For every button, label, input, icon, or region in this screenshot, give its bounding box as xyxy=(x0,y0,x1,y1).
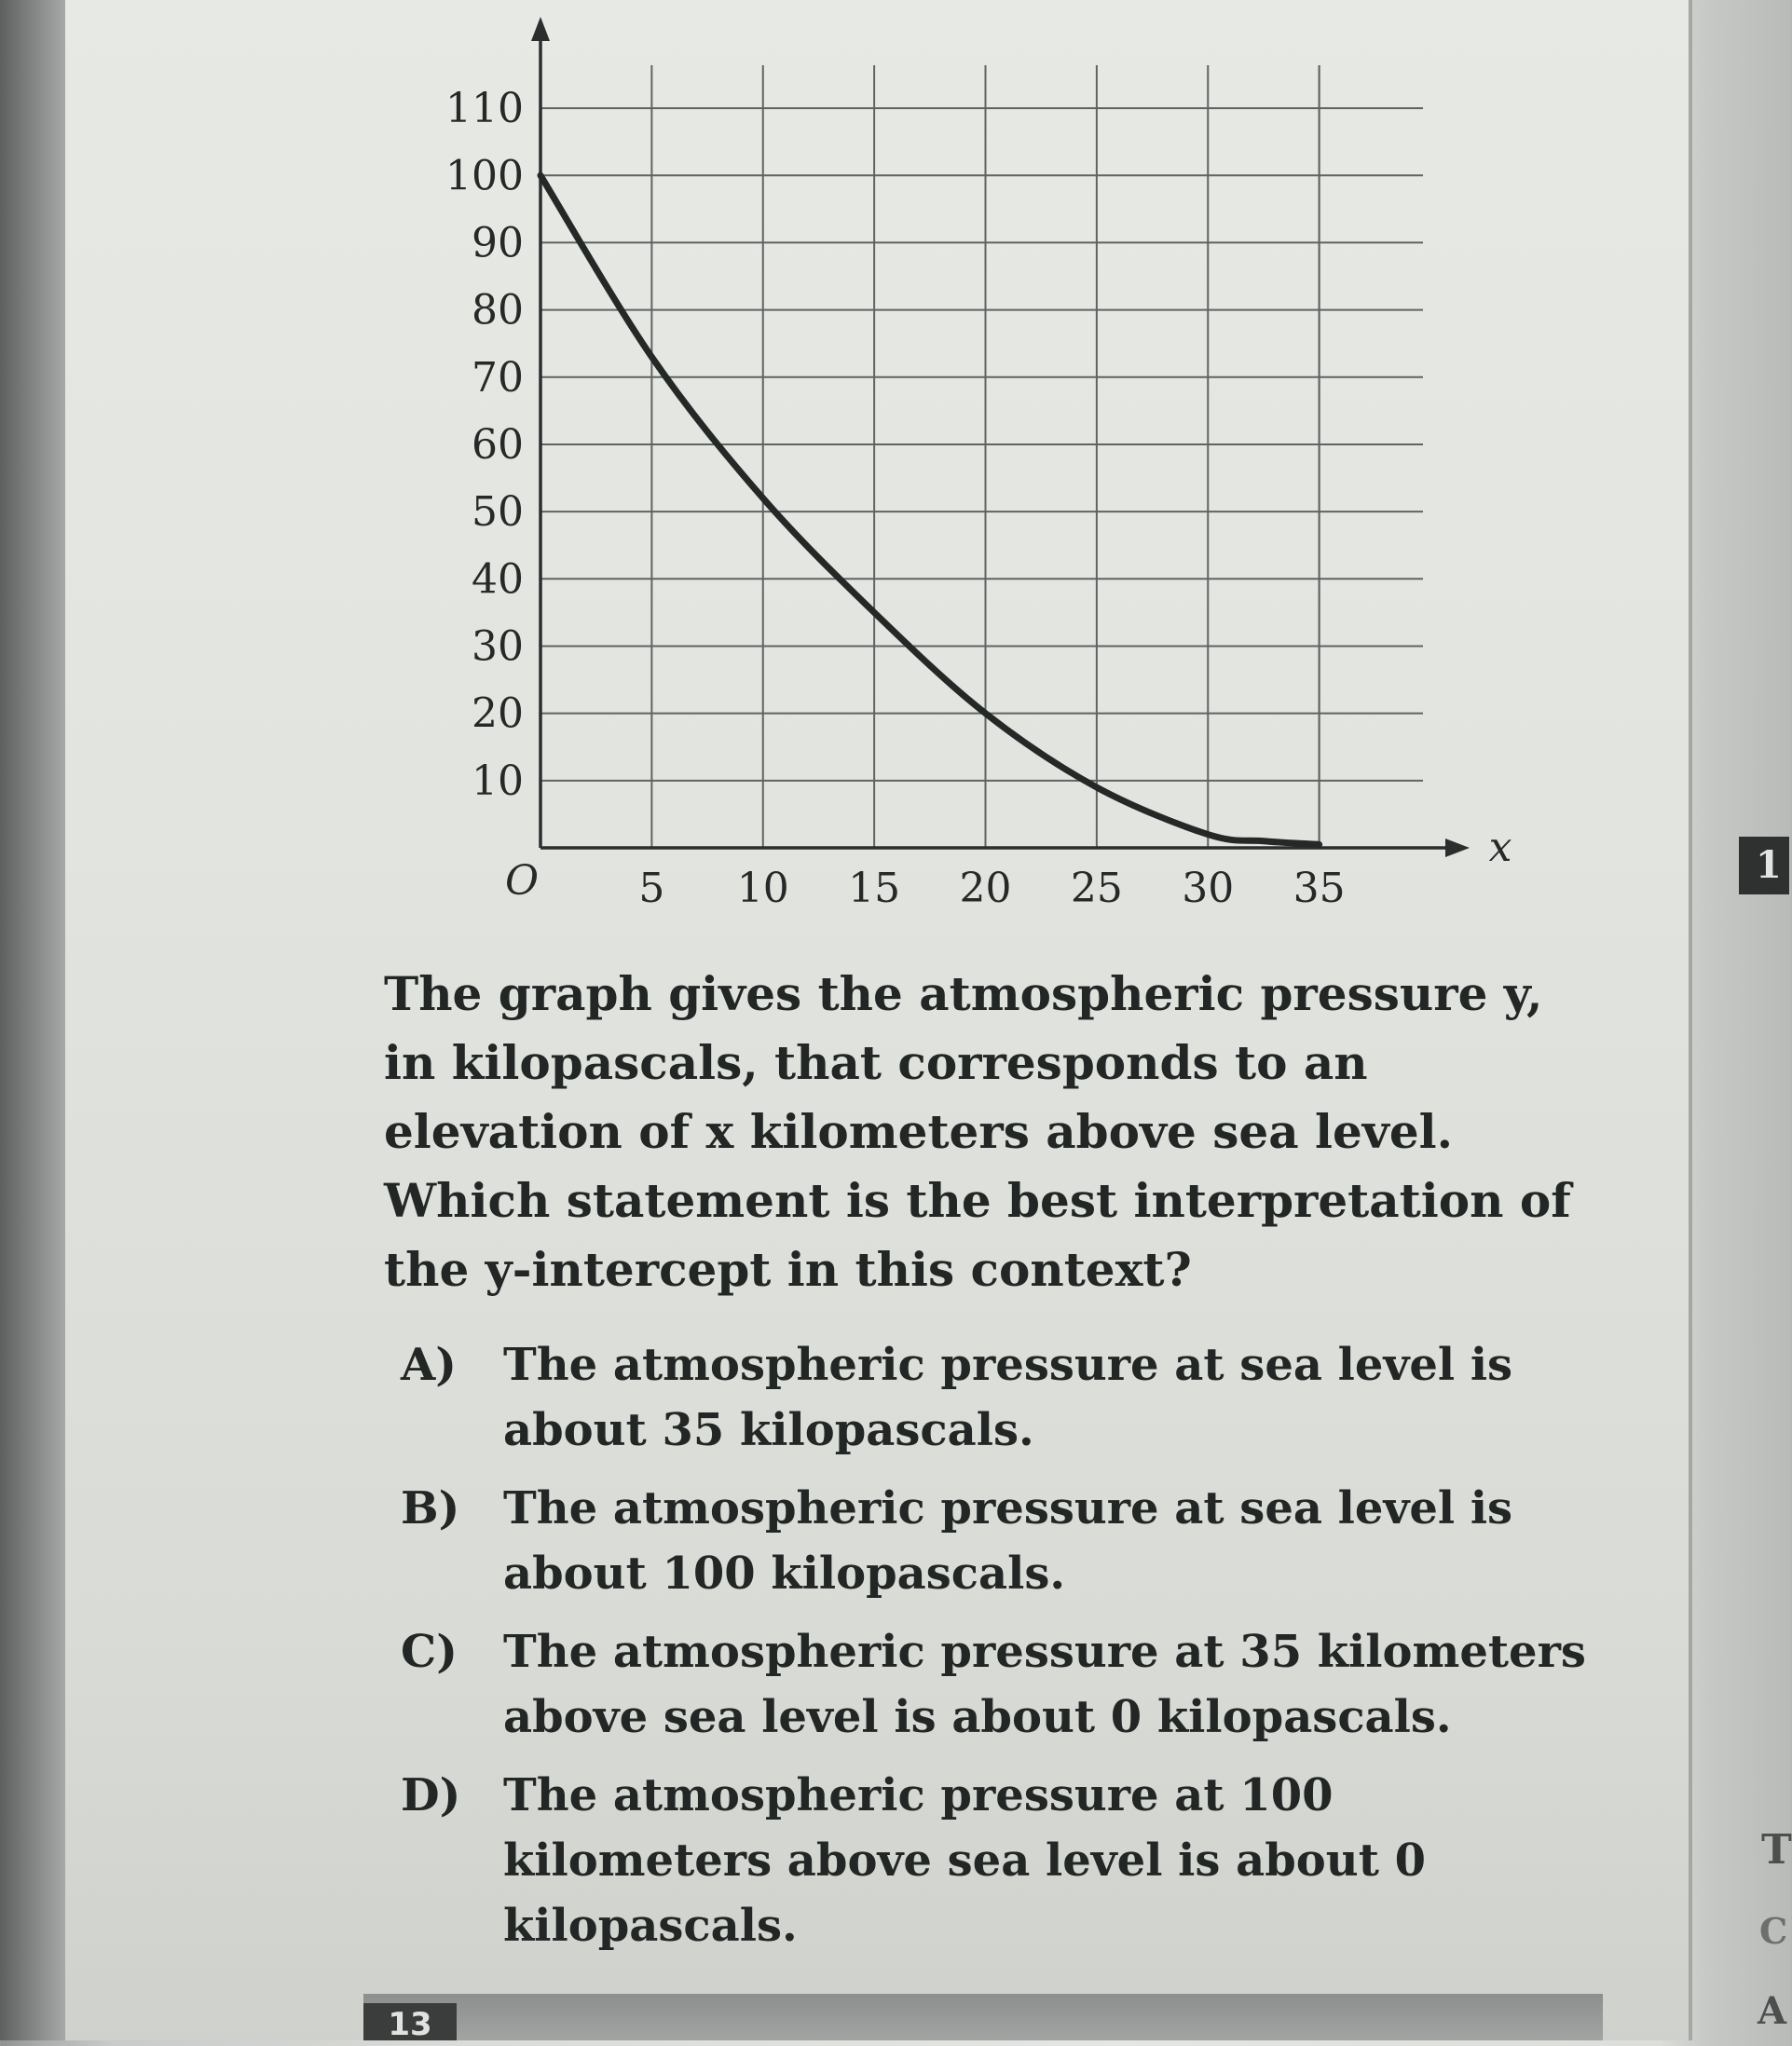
choice-b[interactable] xyxy=(401,1476,1594,1606)
y-tick-label: 60 xyxy=(472,420,524,469)
choice-a[interactable] xyxy=(401,1332,1594,1463)
x-tick-label: 20 xyxy=(959,865,1012,912)
x-tick-label: 35 xyxy=(1293,865,1346,912)
choice-letter: D) xyxy=(401,1769,461,1821)
x-axis-label: x xyxy=(1488,824,1512,871)
y-tick-label: 20 xyxy=(472,689,524,738)
x-tick-label: 5 xyxy=(638,865,665,912)
y-tick-label: 40 xyxy=(472,555,524,604)
question-text: The graph gives the atmospheric pressure y, in kilopascals, that corresponds to an elevation of x kilometers above sea level. Which statement is the best interpretation of the y-intercept in this context? xyxy=(384,966,1571,1297)
page-number: 13 xyxy=(363,2003,457,2040)
grid-lines xyxy=(540,65,1423,848)
choice-c[interactable] xyxy=(401,1619,1594,1750)
y-tick-label: 70 xyxy=(472,353,524,402)
side-letter-t: T xyxy=(1761,1826,1792,1874)
side-tab-number: 1 xyxy=(1739,837,1789,894)
y-tick-label: 80 xyxy=(472,286,524,334)
side-letter-c: C xyxy=(1759,1910,1788,1952)
choice-d[interactable] xyxy=(401,1763,1594,1958)
page-edge xyxy=(1689,0,1692,2040)
footer-bar xyxy=(363,1994,1603,2040)
y-tick-label: 30 xyxy=(472,622,524,671)
y-tick-label: 110 xyxy=(445,85,524,133)
origin-label: O xyxy=(504,857,540,905)
x-tick-label: 25 xyxy=(1070,865,1123,912)
y-axis-arrow xyxy=(531,17,550,41)
choice-text: The atmospheric pressure at 100 kilometers above sea level is about 0 kilopascals. xyxy=(503,1769,1426,1952)
background-left-strip xyxy=(0,0,65,2040)
x-tick-label: 15 xyxy=(848,865,901,912)
y-tick-label: 90 xyxy=(472,219,524,267)
x-tick-label: 30 xyxy=(1182,865,1235,912)
tick-labels xyxy=(445,0,1512,912)
y-axis-label xyxy=(520,0,546,1)
choice-text: The atmospheric pressure at sea level is about 100 kilopascals. xyxy=(503,1482,1513,1600)
choice-letter: C) xyxy=(401,1626,458,1678)
x-tick-label: 10 xyxy=(736,865,789,912)
choice-letter: B) xyxy=(401,1482,460,1534)
axes xyxy=(531,17,1470,857)
choice-text: The atmospheric pressure at sea level is about 35 kilopascals. xyxy=(503,1339,1513,1456)
pressure-chart xyxy=(391,19,1512,941)
y-tick-label: 50 xyxy=(472,488,524,537)
y-tick-label: 10 xyxy=(472,757,524,805)
choice-text: The atmospheric pressure at 35 kilometers above sea level is about 0 kilopascals. xyxy=(503,1626,1586,1743)
series-line xyxy=(540,175,1320,844)
side-letter-a: A xyxy=(1758,1989,1787,2033)
chart-svg xyxy=(391,19,1512,941)
y-tick-label: 100 xyxy=(445,152,524,200)
choice-letter: A) xyxy=(401,1339,457,1391)
answer-choices xyxy=(401,1332,1594,1971)
x-axis-arrow xyxy=(1445,839,1470,857)
series-curves xyxy=(540,175,1320,844)
